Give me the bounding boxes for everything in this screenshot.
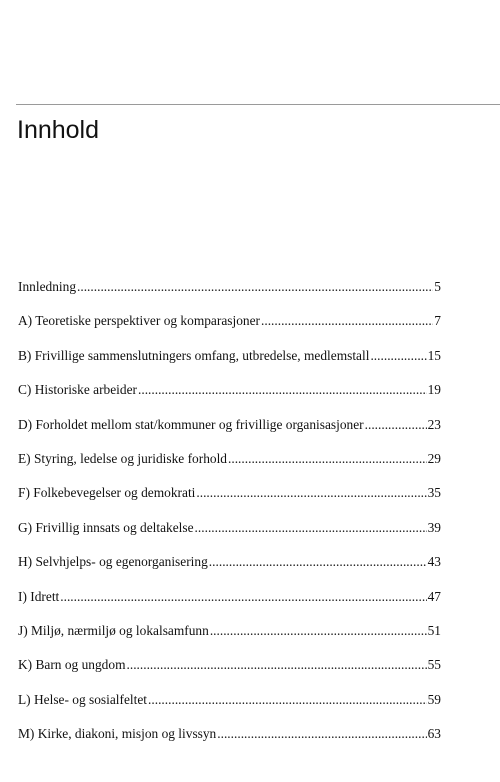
header-rule: [16, 104, 500, 105]
toc-entry-label: A) Teoretiske perspektiver og komparasjoner: [18, 313, 260, 329]
toc-entry-label: L) Helse- og sosialfeltet: [18, 691, 148, 707]
toc-entry-page: 19: [427, 382, 441, 398]
toc-dot-leader: [138, 382, 427, 398]
toc-entry-page: 39: [427, 519, 441, 535]
toc-entry-page: 5: [434, 279, 441, 294]
toc-entry-page: 59: [427, 691, 441, 707]
toc-dot-leader: [77, 279, 433, 295]
toc-entry[interactable]: [18, 554, 441, 588]
toc-entry-label: D) Forholdet mellom stat/kommuner og frivillige organisasjoner: [18, 416, 364, 432]
page-title: Innhold: [17, 116, 100, 144]
toc-entry-label: F) Folkebevegelser og demokrati: [18, 485, 196, 501]
toc-dot-leader: [196, 485, 426, 501]
toc-dot-leader: [261, 313, 433, 329]
toc-entry-label: G) Frivillig innsats og deltakelse: [18, 519, 194, 535]
toc-entry-page: 55: [427, 657, 441, 673]
toc-entry[interactable]: [18, 623, 441, 657]
table-of-contents: [18, 279, 441, 760]
toc-entry-page: 47: [427, 588, 441, 604]
toc-entry[interactable]: [18, 451, 441, 485]
toc-entry[interactable]: [18, 726, 441, 760]
toc-dot-leader: [370, 348, 426, 364]
toc-entry-label: K) Barn og ungdom: [18, 657, 126, 673]
toc-entry-page: 35: [427, 485, 441, 501]
toc-entry[interactable]: [18, 520, 441, 554]
toc-entry[interactable]: [18, 485, 441, 519]
toc-dot-leader: [228, 451, 427, 467]
toc-entry-page: 63: [427, 726, 441, 742]
toc-entry-page: 29: [427, 450, 441, 466]
toc-entry[interactable]: [18, 692, 441, 726]
toc-dot-leader: [127, 657, 427, 673]
toc-entry-page: 23: [427, 416, 441, 432]
toc-entry[interactable]: [18, 382, 441, 416]
toc-dot-leader: [195, 520, 427, 536]
toc-entry[interactable]: [18, 279, 441, 313]
toc-entry-page: 7: [434, 313, 441, 329]
toc-entry[interactable]: [18, 313, 441, 347]
toc-entry[interactable]: [18, 348, 441, 382]
toc-dot-leader: [209, 554, 427, 570]
toc-entry-label: H) Selvhjelps- og egenorganisering: [18, 554, 208, 570]
toc-dot-leader: [365, 417, 427, 433]
toc-entry-label: M) Kirke, diakoni, misjon og livssyn: [18, 726, 217, 742]
toc-entry-label: E) Styring, ledelse og juridiske forhold: [18, 450, 228, 466]
toc-entry-page: 51: [427, 622, 441, 638]
toc-entry-label: B) Frivillige sammenslutningers omfang, utbredelse, medlemstall: [18, 347, 370, 363]
toc-entry-label: I) Idrett: [18, 588, 60, 604]
toc-entry-page: 15: [427, 347, 441, 363]
toc-dot-leader: [217, 726, 426, 742]
toc-dot-leader: [60, 589, 426, 605]
toc-entry-label: Innledning: [18, 279, 77, 294]
toc-entry-page: 43: [427, 554, 441, 570]
toc-entry-label: C) Historiske arbeider: [18, 382, 137, 398]
toc-dot-leader: [210, 623, 427, 639]
toc-entry-label: J) Miljø, nærmiljø og lokalsamfunn: [18, 622, 209, 638]
toc-entry[interactable]: [18, 589, 441, 623]
toc-entry[interactable]: [18, 417, 441, 451]
toc-entry[interactable]: [18, 657, 441, 691]
toc-dot-leader: [148, 692, 427, 708]
